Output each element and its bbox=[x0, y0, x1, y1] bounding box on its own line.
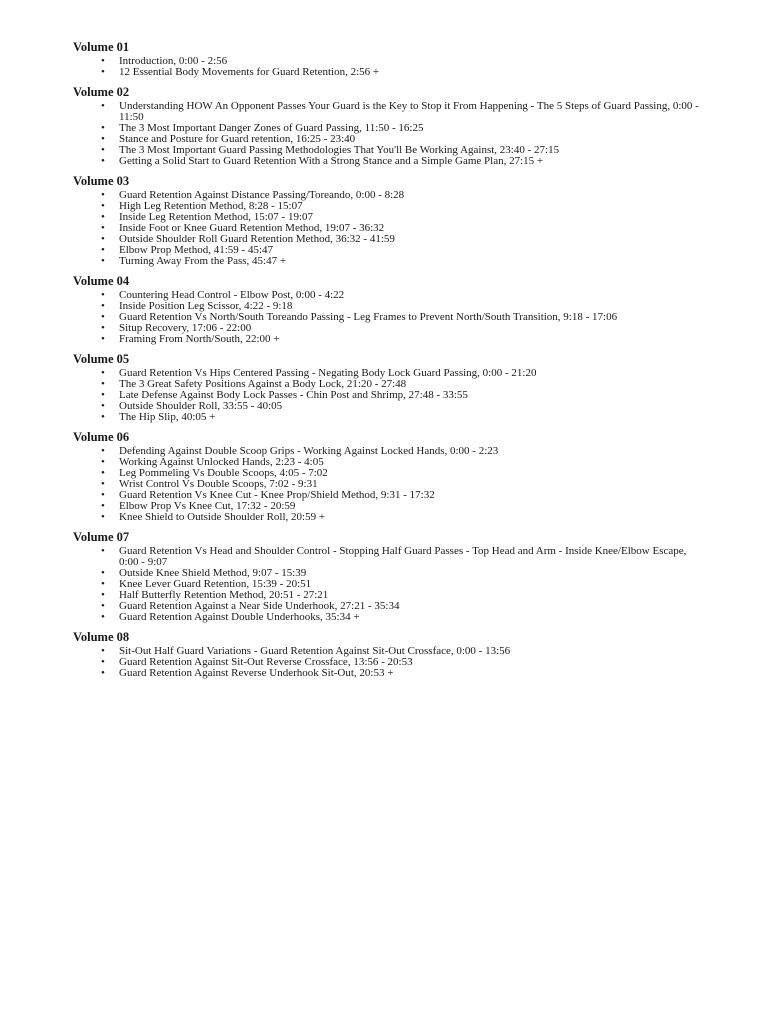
bullet-icon: • bbox=[101, 511, 105, 523]
chapter-list bbox=[73, 290, 703, 345]
chapter-title: Framing From North/South, 22:00 + bbox=[119, 333, 280, 345]
chapter-title: Wrist Control Vs Double Scoops, 7:02 - 9:31 bbox=[119, 478, 318, 490]
chapter-title: The Hip Slip, 40:05 + bbox=[119, 411, 216, 423]
volume-section bbox=[73, 630, 703, 679]
chapter-list-item bbox=[73, 256, 703, 267]
bullet-icon: • bbox=[101, 200, 105, 212]
bullet-icon: • bbox=[101, 244, 105, 256]
chapter-title: The 3 Great Safety Positions Against a Body Lock, 21:20 - 27:48 bbox=[119, 378, 407, 390]
volume-section bbox=[73, 40, 703, 78]
bullet-icon: • bbox=[101, 66, 105, 78]
bullet-icon: • bbox=[101, 233, 105, 245]
chapter-list-item bbox=[73, 546, 703, 568]
chapter-list bbox=[73, 368, 703, 423]
chapter-list-item bbox=[73, 668, 703, 679]
bullet-icon: • bbox=[101, 411, 105, 423]
chapter-title: Sit-Out Half Guard Variations - Guard Retention Against Sit-Out Crossface, 0:00 - 13:56 bbox=[119, 645, 511, 657]
chapter-title: Guard Retention Vs North/South Toreando Passing - Leg Frames to Prevent North/South Transition, 9:18 - 17:06 bbox=[119, 311, 618, 323]
chapter-list-item bbox=[73, 334, 703, 345]
chapter-list-item bbox=[73, 101, 703, 123]
chapter-title: Elbow Prop Vs Knee Cut, 17:32 - 20:59 bbox=[119, 500, 296, 512]
chapter-list bbox=[73, 190, 703, 267]
chapter-title: Working Against Unlocked Hands, 2:23 - 4:05 bbox=[119, 456, 324, 468]
bullet-icon: • bbox=[101, 445, 105, 457]
chapter-list-item bbox=[73, 67, 703, 78]
volume-heading: Volume 06 bbox=[73, 430, 130, 444]
chapter-title: Knee Lever Guard Retention, 15:39 - 20:51 bbox=[119, 578, 312, 590]
chapter-title: Outside Shoulder Roll, 33:55 - 40:05 bbox=[119, 400, 283, 412]
bullet-icon: • bbox=[101, 578, 105, 590]
volume-section bbox=[73, 174, 703, 267]
chapter-title: The 3 Most Important Guard Passing Methodologies That You'll Be Working Against, 23:40 - 27:15 bbox=[119, 144, 560, 156]
volume-heading: Volume 07 bbox=[73, 530, 130, 544]
bullet-icon: • bbox=[101, 333, 105, 345]
bullet-icon: • bbox=[101, 456, 105, 468]
chapter-list-item bbox=[73, 512, 703, 523]
chapter-title: Stance and Posture for Guard retention, 16:25 - 23:40 bbox=[119, 133, 356, 145]
bullet-icon: • bbox=[101, 489, 105, 501]
bullet-icon: • bbox=[101, 122, 105, 134]
bullet-icon: • bbox=[101, 500, 105, 512]
chapter-title: Introduction, 0:00 - 2:56 bbox=[119, 55, 228, 67]
chapter-title: Understanding HOW An Opponent Passes Your Guard is the Key to Stop it From Happening - The 5 Steps of Guard Passing, 0:00 - 11:50 bbox=[119, 100, 699, 123]
bullet-icon: • bbox=[101, 222, 105, 234]
bullet-icon: • bbox=[101, 467, 105, 479]
chapter-list bbox=[73, 56, 703, 78]
volume-section bbox=[73, 85, 703, 167]
chapter-list bbox=[73, 446, 703, 523]
chapter-title: Guard Retention Against Distance Passing/Toreando, 0:00 - 8:28 bbox=[119, 189, 405, 201]
bullet-icon: • bbox=[101, 656, 105, 668]
volume-section bbox=[73, 530, 703, 623]
bullet-icon: • bbox=[101, 367, 105, 379]
chapter-title: Countering Head Control - Elbow Post, 0:00 - 4:22 bbox=[119, 289, 345, 301]
chapter-title: Guard Retention Against Reverse Underhook Sit-Out, 20:53 + bbox=[119, 667, 394, 679]
volume-section bbox=[73, 274, 703, 345]
bullet-icon: • bbox=[101, 589, 105, 601]
chapter-title: The 3 Most Important Danger Zones of Guard Passing, 11:50 - 16:25 bbox=[119, 122, 424, 134]
chapter-title: Inside Leg Retention Method, 15:07 - 19:07 bbox=[119, 211, 313, 223]
volume-heading: Volume 03 bbox=[73, 174, 130, 188]
chapter-title: Elbow Prop Method, 41:59 - 45:47 bbox=[119, 244, 273, 256]
chapter-title: Guard Retention Against Sit-Out Reverse Crossface, 13:56 - 20:53 bbox=[119, 656, 413, 668]
bullet-icon: • bbox=[101, 600, 105, 612]
volume-heading: Volume 05 bbox=[73, 352, 130, 366]
bullet-icon: • bbox=[101, 155, 105, 167]
chapter-title: Late Defense Against Body Lock Passes - Chin Post and Shrimp, 27:48 - 33:55 bbox=[119, 389, 468, 401]
bullet-icon: • bbox=[101, 611, 105, 623]
volume-section bbox=[73, 430, 703, 523]
chapter-title: High Leg Retention Method, 8:28 - 15:07 bbox=[119, 200, 303, 212]
bullet-icon: • bbox=[101, 289, 105, 301]
bullet-icon: • bbox=[101, 645, 105, 657]
chapter-title: Turning Away From the Pass, 45:47 + bbox=[119, 255, 287, 267]
chapter-title: Guard Retention Vs Hips Centered Passing - Negating Body Lock Guard Passing, 0:00 - 21:20 bbox=[119, 367, 537, 379]
bullet-icon: • bbox=[101, 667, 105, 679]
chapter-title: Guard Retention Against Double Underhooks, 35:34 + bbox=[119, 611, 360, 623]
bullet-icon: • bbox=[101, 300, 105, 312]
volume-heading: Volume 08 bbox=[73, 630, 130, 644]
chapter-title: Knee Shield to Outside Shoulder Roll, 20:59 + bbox=[119, 511, 326, 523]
chapter-title: Outside Shoulder Roll Guard Retention Method, 36:32 - 41:59 bbox=[119, 233, 395, 245]
chapter-list bbox=[73, 546, 703, 623]
volume-heading: Volume 02 bbox=[73, 85, 130, 99]
bullet-icon: • bbox=[101, 567, 105, 579]
chapter-list bbox=[73, 646, 703, 679]
bullet-icon: • bbox=[101, 378, 105, 390]
chapter-title: Guard Retention Vs Knee Cut - Knee Prop/Shield Method, 9:31 - 17:32 bbox=[119, 489, 435, 501]
chapter-title: Guard Retention Vs Head and Shoulder Control - Stopping Half Guard Passes - Top Head and Arm - Inside Knee/Elbow Escape, 0:00 - 9:07 bbox=[119, 545, 687, 568]
bullet-icon: • bbox=[101, 100, 105, 112]
chapter-title: Situp Recovery, 17:06 - 22:00 bbox=[119, 322, 252, 334]
chapter-title: Defending Against Double Scoop Grips - Working Against Locked Hands, 0:00 - 2:23 bbox=[119, 445, 499, 457]
document-page bbox=[73, 40, 703, 686]
bullet-icon: • bbox=[101, 545, 105, 557]
bullet-icon: • bbox=[101, 211, 105, 223]
chapter-title: Outside Knee Shield Method, 9:07 - 15:39 bbox=[119, 567, 307, 579]
volume-section bbox=[73, 352, 703, 423]
chapter-title: Inside Foot or Knee Guard Retention Method, 19:07 - 36:32 bbox=[119, 222, 385, 234]
chapter-title: Inside Position Leg Scissor, 4:22 - 9:18 bbox=[119, 300, 293, 312]
volume-heading: Volume 01 bbox=[73, 40, 130, 54]
bullet-icon: • bbox=[101, 133, 105, 145]
chapter-title: Guard Retention Against a Near Side Underhook, 27:21 - 35:34 bbox=[119, 600, 400, 612]
chapter-list-item bbox=[73, 156, 703, 167]
bullet-icon: • bbox=[101, 478, 105, 490]
bullet-icon: • bbox=[101, 189, 105, 201]
chapter-list bbox=[73, 101, 703, 167]
volume-heading: Volume 04 bbox=[73, 274, 130, 288]
bullet-icon: • bbox=[101, 144, 105, 156]
chapter-list-item bbox=[73, 412, 703, 423]
bullet-icon: • bbox=[101, 311, 105, 323]
chapter-list-item bbox=[73, 612, 703, 623]
chapter-title: Getting a Solid Start to Guard Retention With a Strong Stance and a Simple Game Plan, 27:15 + bbox=[119, 155, 544, 167]
bullet-icon: • bbox=[101, 55, 105, 67]
chapter-title: 12 Essential Body Movements for Guard Retention, 2:56 + bbox=[119, 66, 380, 78]
bullet-icon: • bbox=[101, 389, 105, 401]
chapter-title: Half Butterfly Retention Method, 20:51 - 27:21 bbox=[119, 589, 329, 601]
bullet-icon: • bbox=[101, 322, 105, 334]
bullet-icon: • bbox=[101, 255, 105, 267]
bullet-icon: • bbox=[101, 400, 105, 412]
chapter-title: Leg Pommeling Vs Double Scoops, 4:05 - 7:02 bbox=[119, 467, 328, 479]
